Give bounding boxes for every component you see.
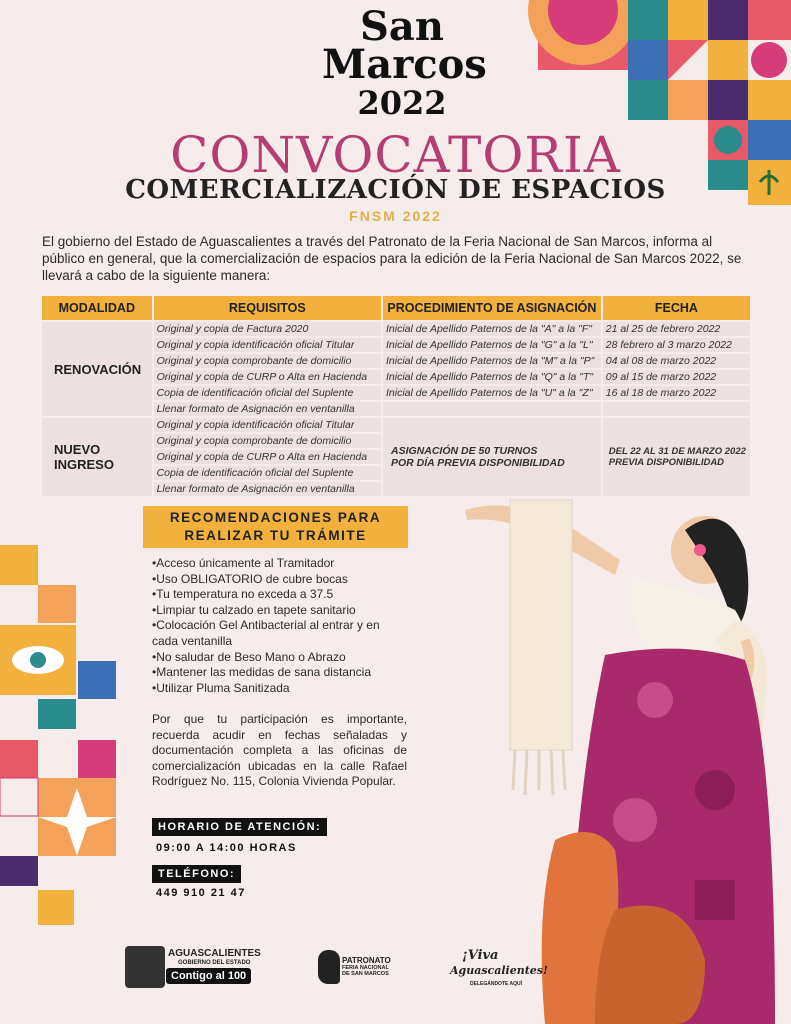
hours-label: HORARIO DE ATENCIÓN: [152, 818, 327, 836]
footer-viva-3: DELEGÁNDOTE AQUÍ [470, 981, 523, 987]
nuevo-proc-line-1: ASIGNACIÓN DE 50 TURNOS [391, 445, 538, 457]
req-cell: Original y copia identificación oficial Titular [154, 418, 381, 432]
table-row [42, 418, 750, 432]
date-cell [603, 402, 750, 416]
hours-label-box [152, 817, 327, 835]
proc-cell: Inicial de Apellido Paternos de la "G" a la "L" [383, 338, 601, 352]
nuevo-date-line-2: PREVIA DISPONIBILIDAD [608, 457, 725, 468]
footer-viva-1: ¡Viva [462, 948, 499, 963]
proc-cell: Inicial de Apellido Paternos de la "A" a la "F" [383, 322, 601, 336]
list-item: •Tu temperatura no exceda a 37.5 [152, 587, 334, 602]
list-item: •Uso OBLIGATORIO de cubre bocas [152, 571, 348, 586]
rec-heading-line-2: REALIZAR TU TRÁMITE [184, 528, 367, 543]
footer-pat-1: PATRONATO [342, 956, 391, 965]
page-subtitle: COMERCIALIZACIÓN DE ESPACIOS [125, 175, 666, 205]
req-cell: Original y copia comprobante de domicilio [154, 434, 381, 448]
proc-cell: Inicial de Apellido Paternos de la "M" a la "P" [383, 354, 601, 368]
footer-gov-name: AGUASCALIENTES [168, 948, 261, 959]
phone-label: TELÉFONO: [152, 865, 241, 883]
nuevo-label-line-2: INGRESO [54, 457, 114, 472]
table-row [42, 322, 750, 336]
footer-pat-3: DE SAN MARCOS [342, 971, 389, 977]
phone-label-box [152, 864, 241, 882]
req-cell: Copia de identificación oficial del Suplente [154, 466, 381, 480]
page-title: CONVOCATORIA [170, 126, 621, 184]
nuevo-date-cell [603, 418, 750, 496]
req-cell: Original y copia identificación oficial Titular [154, 338, 381, 352]
req-cell: Original y copia de CURP o Alta en Hacienda [154, 450, 381, 464]
date-cell: 04 al 08 de marzo 2022 [603, 354, 750, 368]
footer-gov-sub: GOBIERNO DEL ESTADO [178, 960, 251, 966]
participation-paragraph: Por que tu participación es importante, recuerda acudir en fechas señaladas y documentación completa a las oficinas de comercialización ubicadas en la calle Rafael Rodríguez No. 115, Colonia Vivienda Popular. [152, 712, 407, 789]
footer-pat-2: FERIA NACIONAL [342, 965, 389, 971]
list-item: •Mantener las medidas de sana distancia [152, 665, 371, 680]
header-fecha: FECHA [603, 296, 750, 320]
date-cell: 16 al 18 de marzo 2022 [603, 386, 750, 400]
nuevo-date-line-1: DEL 22 AL 31 DE MARZO 2022 [608, 446, 746, 457]
tagline: FNSM 2022 [349, 208, 442, 224]
nuevo-proc-cell [383, 418, 601, 496]
renovacion-label: RENOVACIÓN [42, 322, 152, 416]
nuevo-ingreso-label [42, 418, 152, 496]
list-item: •Utilizar Pluma Sanitizada [152, 680, 290, 695]
req-cell: Original y copia de CURP o Alta en Hacienda [154, 370, 381, 384]
dancer-illustration [455, 490, 791, 1024]
logo-line-1: San [360, 3, 444, 50]
req-cell: Original y copia de Factura 2020 [154, 322, 381, 336]
hours-value: 09:00 A 14:00 HORAS [156, 842, 297, 854]
proc-cell: Inicial de Apellido Paternos de la "U" a la "Z" [383, 386, 601, 400]
logo-line-3: 2022 [357, 84, 447, 122]
req-cell: Original y copia comprobante de domicilio [154, 354, 381, 368]
list-item: •No saludar de Beso Mano o Abrazo [152, 649, 346, 664]
footer-gov-slogan: Contigo al 100 [166, 968, 251, 984]
geometric-pattern-left [0, 545, 120, 925]
nuevo-label-line-1: NUEVO [54, 442, 101, 457]
state-seal-icon [125, 946, 165, 988]
patronato-icon [318, 950, 340, 984]
req-cell: Llenar formato de Asignación en ventanilla [154, 402, 381, 416]
recommendations-list [152, 556, 402, 696]
rec-heading-line-1: RECOMENDACIONES PARA [169, 510, 382, 525]
header-requisitos: REQUISITOS [154, 296, 381, 320]
footer-viva-2: Aguascalientes! [450, 964, 548, 977]
req-cell: Copia de identificación oficial del Suplente [154, 386, 381, 400]
table-header-row [42, 296, 750, 320]
schedule-table [40, 294, 752, 498]
header-modalidad: MODALIDAD [42, 296, 152, 320]
list-item: •Acceso únicamente al Tramitador [152, 556, 335, 570]
date-cell: 09 al 15 de marzo 2022 [603, 370, 750, 384]
recommendations-heading [143, 506, 408, 548]
logo-line-2: Marcos [322, 41, 487, 88]
date-cell: 21 al 25 de febrero 2022 [603, 322, 750, 336]
nuevo-proc-line-2: POR DÍA PREVIA DISPONIBILIDAD [391, 457, 565, 469]
list-item: •Colocación Gel Antibacterial al entrar y en cada ventanilla [152, 618, 380, 648]
phone-value: 449 910 21 47 [156, 887, 246, 899]
proc-cell [383, 402, 601, 416]
req-cell: Llenar formato de Asignación en ventanilla [154, 482, 381, 496]
san-marcos-logo [322, 3, 487, 122]
intro-text: El gobierno del Estado de Aguascalientes a través del Patronato de la Feria Nacional de San Marcos, informa al público en general, que la comercialización de espacios para la edición de la Feria Nacional de San Marcos 2022, se llevará a cabo de la siguiente manera: [42, 234, 742, 283]
date-cell: 28 febrero al 3 marzo 2022 [603, 338, 750, 352]
list-item: •Limpiar tu calzado en tapete sanitario [152, 602, 356, 617]
header-procedimiento: PROCEDIMIENTO DE ASIGNACIÓN [383, 296, 601, 320]
proc-cell: Inicial de Apellido Paternos de la "Q" a la "T" [383, 370, 601, 384]
